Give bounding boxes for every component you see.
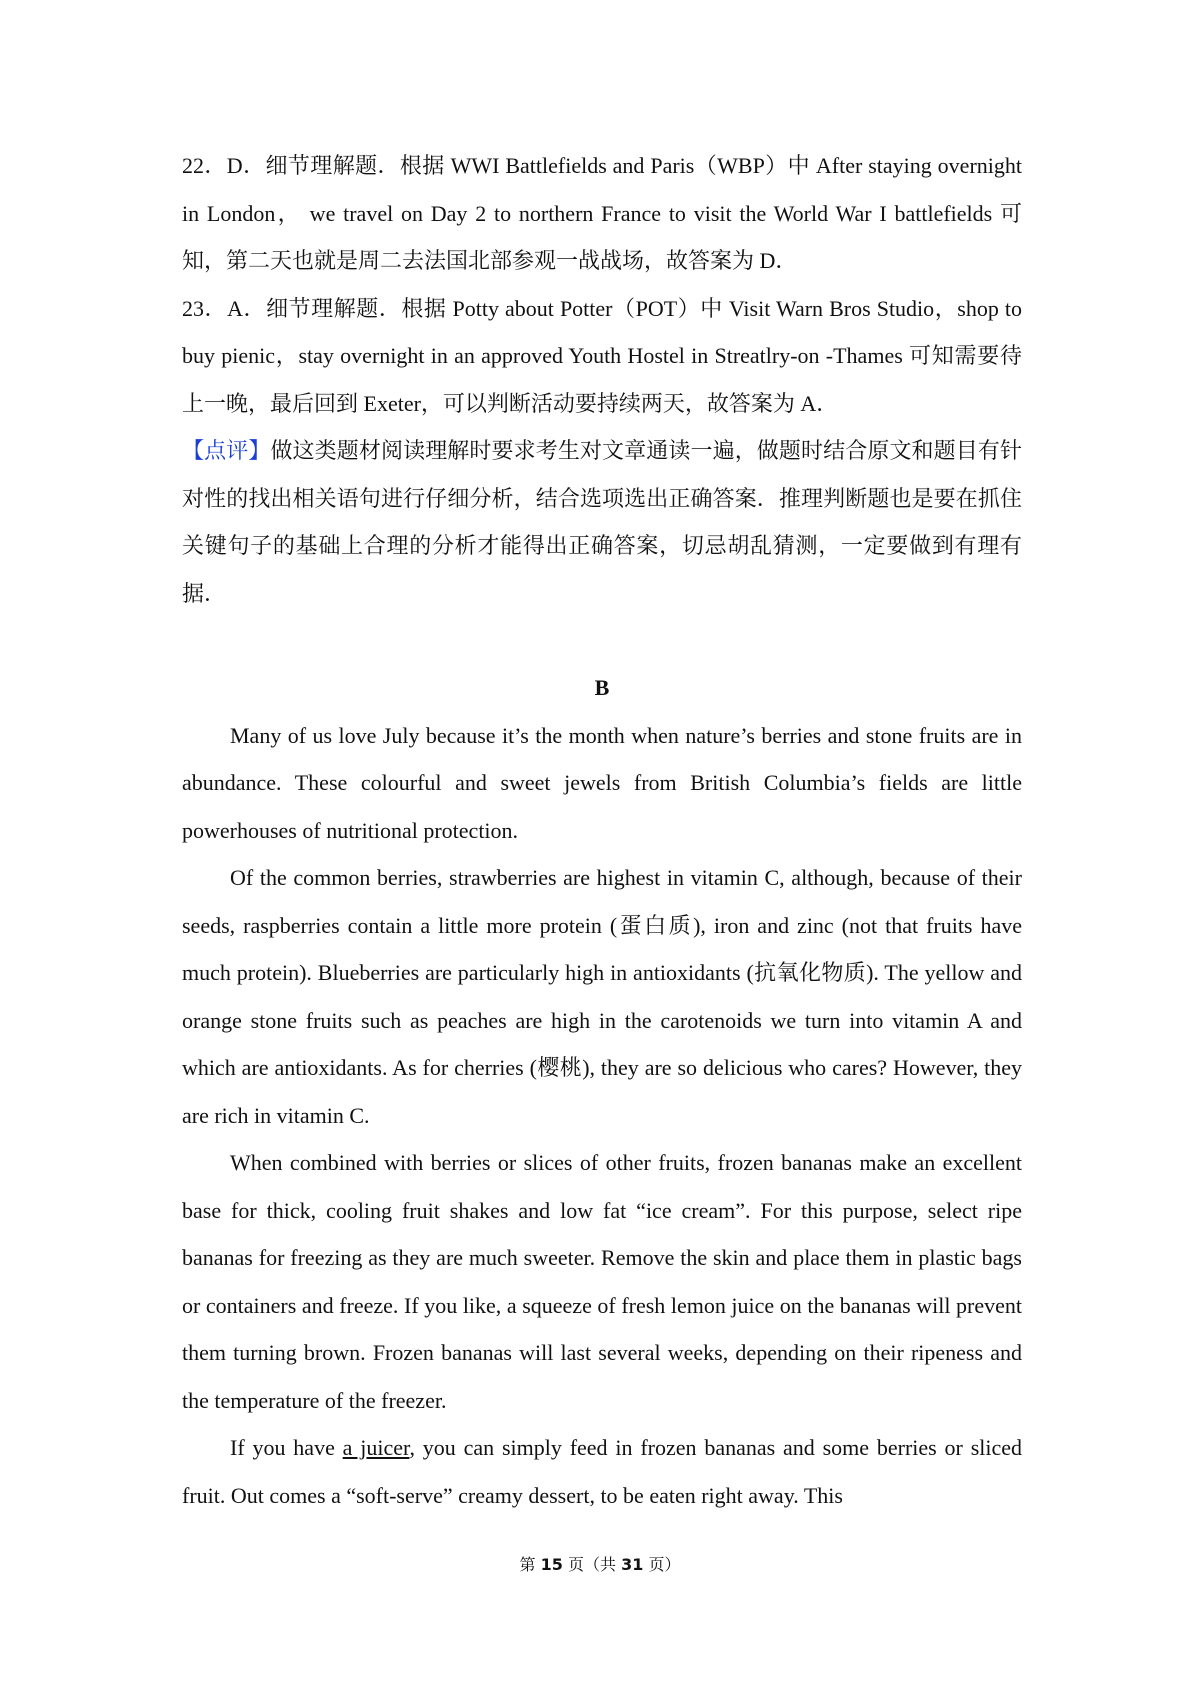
passage-paragraph-1: Many of us love July because it’s the month when nature’s berries and stone fruits are in abundance. These colourful and sweet jewels from British Columbia’s fields are little powerhouses of nutritional protection. bbox=[182, 722, 1022, 843]
passage-4-after: , you can simply feed in frozen bananas and some berries or sliced fruit. Out comes a “soft-serve” creamy dessert, to be eaten right away. This bbox=[182, 1435, 1023, 1508]
answer-23: 23．A．细节理解题．根据 Potty about Potter（POT）中 Visit Warn Bros Studio，shop to buy pienic，stay overnight in an approved Youth Hostel in Streatlry-on -Thames 可知需要待上一晚，最后回到 Exeter，可以判断活动要持续两天，故答案为 A． bbox=[182, 295, 1022, 416]
footer-page-number: 15 bbox=[540, 1555, 563, 1574]
passage-paragraph-2: Of the common berries, strawberries are highest in vitamin C, although, because of their seeds, raspberries contain a little more protein (蛋白质), iron and zinc (not that fruits have much protein). Blueberries are particularly high in antioxidants (抗氧化物质). The yellow and orange stone fruits such as peaches are high in the carotenoids we turn into vitamin A and which are antioxidants. As for cherries (樱桃), they are so delicious who cares? However, they are rich in vitamin C. bbox=[182, 865, 1022, 1128]
footer-middle: 页（共 bbox=[562, 1555, 622, 1574]
footer-suffix: 页） bbox=[643, 1555, 681, 1574]
comment-paragraph bbox=[182, 427, 1022, 617]
footer-prefix: 第 bbox=[519, 1555, 541, 1574]
answer-22: 22．D．细节理解题．根据 WWI Battlefields and Paris（WBP）中 After staying overnight in London， we travel on Day 2 to northern France to visit the World War I battlefields 可知，第二天也就是周二去法国北部参观一战战场，故答案为 D． bbox=[182, 153, 1022, 273]
underlined-phrase: a juicer bbox=[342, 1435, 410, 1460]
comment-text: 做这类题材阅读理解时要求考生对文章通读一遍，做题时结合原文和题目有针对性的找出相关语句进行仔细分析，结合选项选出正确答案．推理判断题也是要在抓住关键句子的基础上合理的分析才能得出正确答案，切忌胡乱猜测，一定要做到有理有据． bbox=[182, 438, 1022, 606]
footer-total-pages: 31 bbox=[621, 1555, 644, 1574]
passage-paragraph-3: When combined with berries or slices of other fruits, frozen bananas make an excellent base for thick, cooling fruit shakes and low fat “ice cream”. For this purpose, select ripe bananas for freezing as they are much sweeter. Remove the skin and place them in plastic bags or containers and freeze. If you like, a squeeze of fresh lemon juice on the bananas will prevent them turning brown. Frozen bananas will last several weeks, depending on their ripeness and the temperature of the freezer. bbox=[182, 1150, 1022, 1413]
section-spacer bbox=[182, 617, 1022, 664]
document-page bbox=[182, 142, 1022, 1519]
page-footer bbox=[0, 1552, 1200, 1575]
section-title: B bbox=[594, 675, 610, 700]
passage-4-before: If you have bbox=[230, 1435, 343, 1460]
comment-tag: 【点评】 bbox=[182, 438, 271, 463]
passage-paragraph-4 bbox=[182, 1424, 1022, 1519]
